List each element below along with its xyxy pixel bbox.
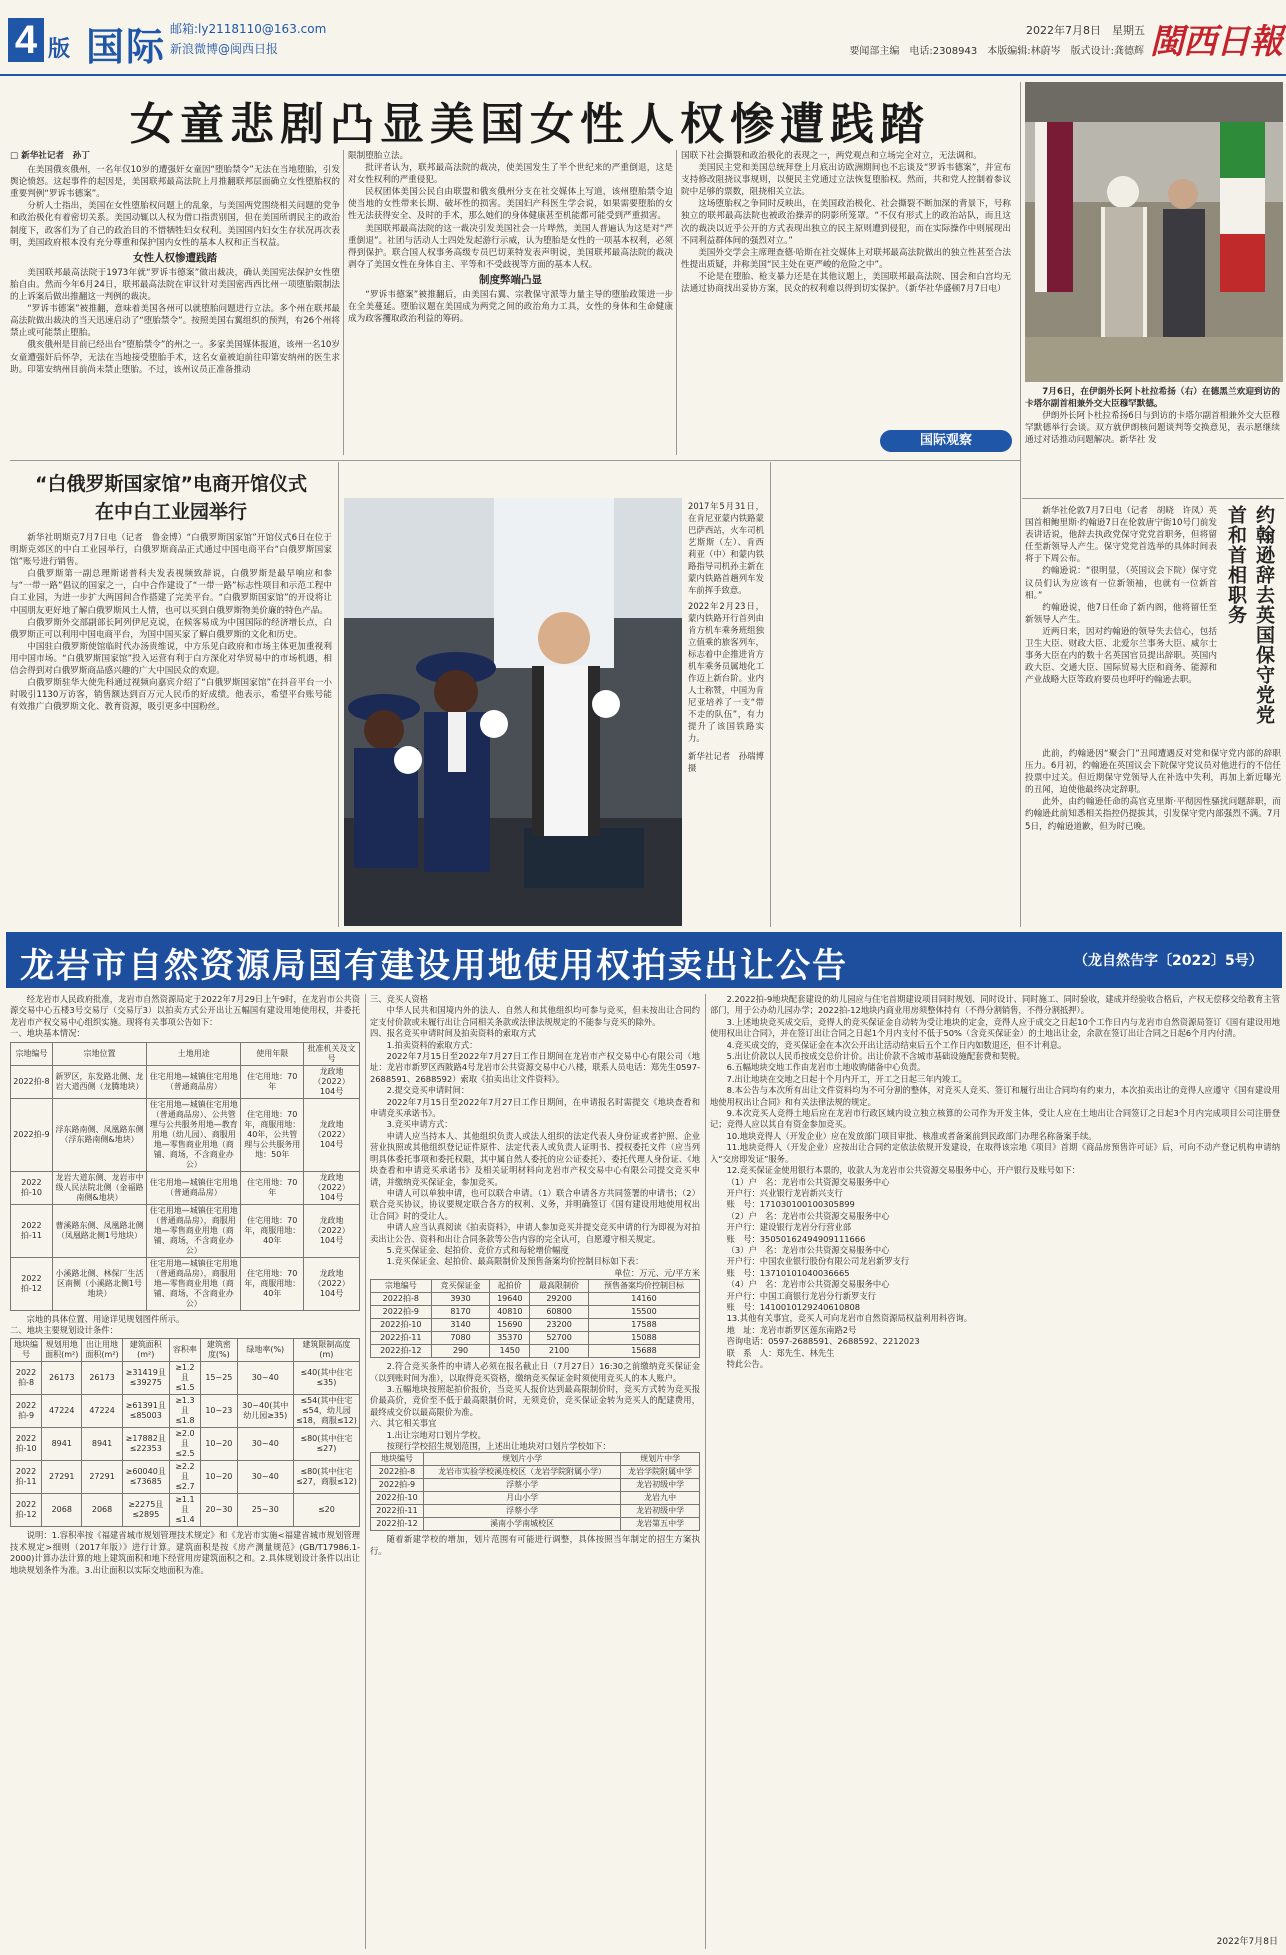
account-line: （2）户 名：龙岩市公共资源交易服务中心	[726, 1210, 890, 1221]
table-cell: 龙岩初级中学	[621, 1479, 700, 1492]
article2-body	[10, 532, 332, 927]
notice-item: 7.出让地块在交地之日起十个月内开工，开工之日起三年内竣工。	[726, 1073, 967, 1084]
account-line: 账 号：1410010129240610808	[726, 1301, 861, 1312]
table-header: 容积率	[169, 1339, 200, 1362]
column-divider	[343, 150, 344, 455]
table-cell: 2022拍-10	[11, 1428, 42, 1461]
notice-col1	[10, 994, 360, 1944]
table-cell: 2022拍-11	[371, 1332, 432, 1345]
table-header: 土地用途	[147, 1042, 241, 1065]
table-cell: 2022拍-9	[371, 1479, 424, 1492]
account-line: 开户行：中国工商银行龙岩分行新罗支行	[726, 1290, 876, 1301]
table-cell: 290	[431, 1345, 490, 1358]
notice-item: 1.竞买保证金、起拍价、最高限制价及预售备案均价控制目标如下表：	[386, 1256, 644, 1267]
article1-subhead: 制度弊端凸显	[479, 273, 542, 286]
table-cell: ≥2275且≤2895	[122, 1494, 169, 1527]
table-cell: ≥2.2且≤2.7	[169, 1461, 200, 1494]
table-row	[371, 1293, 700, 1306]
account-line: （3）户 名：龙岩市公共资源交易服务中心	[726, 1244, 890, 1255]
article1-col3	[681, 150, 1011, 455]
table-header: 竞买保证金	[431, 1280, 490, 1293]
intl-watch-badge	[880, 430, 1012, 452]
table-cell: 2068	[82, 1494, 122, 1527]
table-cell: 15~25	[201, 1362, 238, 1395]
article2-title-line1: “白俄罗斯国家馆”电商开馆仪式	[35, 473, 307, 495]
deposit-table-unit: 单位：万元、元/平方米	[614, 1267, 700, 1278]
table-cell: 3140	[431, 1319, 490, 1332]
table-cell: ≥1.1且≤1.4	[169, 1494, 200, 1527]
table-cell: 27291	[82, 1461, 122, 1494]
table-cell: ≤40(其中住宅≤35)	[293, 1362, 359, 1395]
notice-item: 3.竞买申请方式：	[386, 1119, 453, 1130]
notice-sec4: 四、报名竞买申请时间及拍卖资料的索取方式	[370, 1028, 536, 1039]
editors-line: 要闻部主编 电话:2308943 本版编辑:林蔚岑 版式设计:龚德辉	[849, 46, 1144, 57]
table-cell: 26173	[42, 1362, 82, 1395]
headline: 女童悲剧凸显美国女性人权惨遭践踏	[130, 99, 930, 150]
table-cell: 10~23	[201, 1395, 238, 1428]
page-number-box	[8, 18, 44, 62]
table-cell: 14160	[588, 1293, 699, 1306]
notice-item: 1.拍卖资料的索取方式：	[386, 1039, 478, 1050]
table-cell: 23200	[530, 1319, 589, 1332]
table-cell: ≥31419且≤39275	[122, 1362, 169, 1395]
notice-item: 10.地块竞得人（开发企业）应在发放部门项目审批、核准或者备案前到民政部门办理名称备案手续。	[726, 1130, 1097, 1141]
table-cell: ≥1.3且≤1.8	[169, 1395, 200, 1428]
article1-col2	[348, 150, 673, 455]
railway-photo-image	[344, 498, 682, 926]
table-row	[371, 1332, 700, 1345]
table-cell: 住宅用地—城镇住宅用地（普通商品房）	[147, 1065, 241, 1098]
table-row	[371, 1518, 700, 1531]
table-cell: ≤54(其中住宅≤54，幼儿园≤18，商服≤12)	[293, 1395, 359, 1428]
table-cell: 新罗区，东发路北侧、龙岩大道西侧（龙腾地块）	[52, 1065, 146, 1098]
table-header: 地块编号	[11, 1339, 42, 1362]
table-row	[11, 1257, 360, 1310]
table-cell: 住宅用地：70年，商服用地：40年	[241, 1257, 304, 1310]
table-cell: 47224	[42, 1395, 82, 1428]
notice-item: 2022年7月15日至2022年7月27日工作日期间，在申请报名时需提交《地块查看和申请竞买承诺书》。	[370, 1096, 700, 1119]
table-cell: 2022拍-8	[11, 1362, 42, 1395]
notice-sec2: 二、地块主要规划设计条件：	[10, 1325, 118, 1336]
table-cell: 龙岩第五中学	[621, 1518, 700, 1531]
article1-byline: □ 新华社记者 孙丁	[10, 151, 90, 161]
table-cell: ≥17882且≤22353	[122, 1428, 169, 1461]
table-cell: 龙岩初级中学	[621, 1505, 700, 1518]
table-header: 建筑面积(m²)	[122, 1339, 169, 1362]
article2-para: 白俄罗斯驻华大使先科通过视频向嘉宾介绍了“白俄罗斯国家馆”在抖音平台一小时吸引1130万访客，销售额达到百万元人民币的好成绩。他表示，希望平台账号能有效推广白俄罗斯文化、教育资源，吸引更多中国粉丝。	[10, 678, 332, 713]
divider	[10, 460, 1020, 461]
article3-vertical-title	[1222, 505, 1282, 745]
bank-accounts	[710, 1177, 1280, 1314]
account-line: （4）户 名：龙岩市公共资源交易服务中心	[726, 1279, 890, 1290]
article3-para: 此外，由约翰逊任命的高官克里斯·平彻因性骚扰问题辞职，而约翰逊此前知悉相关指控仍提拔其，引发保守党内部强烈不满。7月5日，约翰逊道歉，但为时已晚。	[1025, 797, 1281, 832]
table-row	[11, 1171, 360, 1204]
table-cell: 住宅用地：70年	[241, 1065, 304, 1098]
table-header: 地块编号	[371, 1453, 424, 1466]
table-cell: 1450	[490, 1345, 530, 1358]
account-line: 开户行：中国农业银行股份有限公司龙岩新罗支行	[726, 1256, 910, 1267]
photo-railway	[344, 498, 682, 926]
article1-para: 美国联邦最高法院于1973年就“罗诉韦德案”做出裁决，确认美国宪法保护女性堕胎自由。然而今年6月24日，联邦最高法院在审议针对美国密西西比州一项堕胎限制法的上诉案后做出推翻这一判例的裁决。	[10, 267, 340, 303]
table-cell: 15690	[490, 1319, 530, 1332]
school-table	[370, 1452, 700, 1531]
article2-para: 白俄罗斯第一副总理斯诺普科夫发表视频致辞说，白俄罗斯是最早响应和参与“一带一路”倡议的国家之一，白中合作建设了“一带一路”标志性项目和示范工程中白工业园，为进一步扩大两国间合作搭建了完美平台。“白俄罗斯国家馆”的开设将让中国朋友更好地了解白俄罗斯风土人情，也可以买到白俄罗斯物美价廉的特色产品。	[10, 569, 332, 616]
table-row	[371, 1479, 700, 1492]
diplomats-photo-image	[1025, 82, 1283, 382]
table-row	[371, 1492, 700, 1505]
article3-title: 约翰逊辞去英国保守党党首和首相职务	[1225, 505, 1275, 725]
table-cell: 26173	[82, 1362, 122, 1395]
column-divider	[705, 994, 706, 1949]
contact-line: 咨询电话：0597-2688591、2688592、2212023	[726, 1336, 920, 1347]
article2-title-line2: 在中白工业园举行	[94, 501, 247, 523]
table-row	[11, 1098, 360, 1171]
table-header: 起拍价	[490, 1280, 530, 1293]
notice-sec6: 六、其它相关事宜	[370, 1418, 437, 1429]
land-info-table	[10, 1042, 360, 1311]
notice-col2	[370, 994, 700, 1944]
notice-sec3-text: 中华人民共和国境内外的法人、自然人和其他组织均可参与竞买，但未按出让合同约定支付价款或未履行出让合同相关条款或法律法规规定的不能参与竞买的除外。	[370, 1005, 700, 1027]
article1-para: 美国联邦最高法院的这一裁决引发美国社会一片哗然，美国人普遍认为这是对“严重倒退”。社团与活动人士四处发起游行示威，认为堕胎是女性的一项基本权利，必须得到保护。联合国人权事务高级专员巴切莱特发表声明说，美国联邦最高法院的裁决剥夺了美国女性在身体自主、平等和不受歧视等方面的基本人权。	[348, 223, 673, 270]
notice-item: 9.本次竞买人竞得土地后应在龙岩市行政区域内设立独立核算的公司作为开发主体，受让人应在土地出让合同签订之日起3个月内完成项目公司注册登记；竞得人应以其自有资金参加竞买。	[710, 1108, 1280, 1130]
article3-para: 约翰逊说：“很明显，（英国议会下院）保守党议员们认为应该有一位新领袖，也就有一位新首相。”	[1025, 566, 1217, 601]
table-cell: 龙政地（2022）104号	[304, 1171, 360, 1204]
table-row	[371, 1466, 700, 1479]
notice-date: 2022年7月8日	[1216, 1937, 1278, 1947]
table-cell: 27291	[42, 1461, 82, 1494]
table-cell: 40810	[490, 1306, 530, 1319]
table-cell: 2022拍-11	[11, 1461, 42, 1494]
table-cell: 35370	[490, 1332, 530, 1345]
table-cell: 2100	[530, 1345, 589, 1358]
table-cell: 10~20	[201, 1461, 238, 1494]
article1-para: 俄亥俄州是目前已经出台“堕胎禁令”的州之一。多家美国媒体报道，该州一名10岁女童遭强奸后怀孕，无法在当地接受堕胎手术，这名女童被迫前往印第安纳州的医生求助。印第安纳州目前尚未禁止堕胎。不过，该州议员正准备推动	[10, 340, 340, 375]
notice-sec3: 三、竞买人资格	[370, 994, 429, 1004]
column-divider	[338, 462, 339, 927]
newspaper-logo: 閩西日報	[1150, 22, 1282, 62]
table-header: 预售备案均价控制目标	[588, 1280, 699, 1293]
notice-item: 11.地块竞得人（开发企业）应按出让合同约定依法依规开发建设，在取得该宗地《项目》首期《商品房预售许可证》后，可向不动产登记机构申请纳入“交房即发证”服务。	[710, 1142, 1280, 1164]
article3-dateline-box	[1025, 505, 1217, 745]
table-row	[11, 1204, 360, 1257]
table-cell: 龙岩市实验学校溪连校区（龙岩学院附属小学）	[423, 1466, 620, 1479]
table-cell: 住宅用地—城镇住宅用地（普通商品房）	[147, 1171, 241, 1204]
table-cell: 龙岩大道东侧、龙岩市中级人民法院北侧（金福路南侧&地块）	[52, 1171, 146, 1204]
table-cell: ≤20	[293, 1494, 359, 1527]
table-cell: 2022拍-8	[371, 1293, 432, 1306]
table-cell: 2022拍-8	[371, 1466, 424, 1479]
notice-item: 5.竞买保证金、起拍价、竞价方式和每轮增价幅度	[386, 1244, 569, 1255]
article3-para: 此前，约翰逊因“聚会门”丑闻遭遇反对党和保守党内部的辞职压力。6月初，约翰逊在英国议会下院保守党议员对他进行的不信任投票中过关。但近期保守党领导人在补选中失利，再加上新近曝光的丑闻，迫使他最终决定辞职。	[1025, 749, 1281, 796]
notice-item: 6.五幅地块交地工作由龙岩市土地收购储备中心负责。	[726, 1062, 926, 1073]
table-row	[371, 1319, 700, 1332]
table-cell: 2022拍-10	[11, 1171, 53, 1204]
contact-line: 特此公告。	[726, 1359, 769, 1369]
article1-para: 批评者认为，联邦最高法院的裁决，使美国发生了半个世纪来的严重倒退，这是对女性权利的严重侵犯。	[348, 163, 673, 186]
table-row	[371, 1505, 700, 1518]
table-cell: 龙岩学院附属中学	[621, 1466, 700, 1479]
notice-item: 12.竞买保证金使用银行本票的，收款人为龙岩市公共资源交易服务中心，开户银行及账号如下：	[726, 1165, 1080, 1176]
table-cell: 30~40	[237, 1362, 293, 1395]
table-row	[11, 1428, 360, 1461]
notice-sec1: 一、地块基本情况：	[10, 1028, 85, 1039]
deposit-table	[370, 1279, 700, 1358]
table-cell: 25~30	[237, 1494, 293, 1527]
planning-table	[10, 1338, 360, 1527]
table-cell: 52700	[530, 1332, 589, 1345]
table-cell: 7080	[431, 1332, 490, 1345]
notice-item: 2.提交竞买申请时间：	[386, 1085, 470, 1096]
table-row	[11, 1461, 360, 1494]
account-line: 账 号：13710101040036665	[726, 1267, 850, 1278]
photo-credit: 新华社记者 孙瑞博 摄	[688, 751, 764, 773]
table-cell: ≤80(其中住宅≤27，商服≤12)	[293, 1461, 359, 1494]
table-cell: 15500	[588, 1306, 699, 1319]
account-line: 开户行：建设银行龙岩分行营业部	[726, 1222, 852, 1233]
account-line: 账 号：171030100100305899	[726, 1199, 855, 1210]
article3-dateline: 新华社伦敦7月7日电（记者 胡晓 许凤）英国首相鲍里斯·约翰逊7日在伦敦唐宁街10号门前发表讲话说，他辞去执政党保守党党首职务，但将留任至新领导人产生。保守党党首选举的具体时间表将于下周公布。	[1025, 506, 1217, 565]
photo-diplomats-caption	[1025, 386, 1280, 496]
table-cell: 住宅用地—城镇住宅用地（普通商品房），商服用地—零售商业用地（商铺、商场，不含商业办公）	[147, 1257, 241, 1310]
article1-para: 美国民主党和美国总统拜登上月底出访欧洲期间也不忘谈及“罗诉韦德案”，并宣布支持修改阻挠议事规则，以便民主党通过立法恢复堕胎权。然而，共和党人控制着参议院中足够的票数，阻挠相关立法。	[681, 163, 1011, 198]
table-cell: 龙政地（2022）104号	[304, 1204, 360, 1257]
article1-para: “罗诉韦德案”被推翻后，由美国右翼、宗教保守派等力量主导的堕胎政策进一步在全美蔓延。堕胎议题在美国成为两党之间的政治角力工具，女性的身体和生命健康成为政客攫取政治利益的筹码。	[348, 290, 673, 325]
table-cell: 15688	[588, 1345, 699, 1358]
account-line: 开户行：兴业银行龙岩新兴支行	[726, 1187, 843, 1198]
notice-item: 4.竞买成交的，竞买保证金在本次公开出让活动结束后五个工作日内如数退还，但不计利息。	[726, 1039, 1067, 1050]
wechat-line: 新浪微博@闽西日报	[170, 42, 279, 56]
column-divider	[1020, 82, 1021, 927]
table-cell: 住宅用地：70年	[241, 1171, 304, 1204]
divider	[1022, 498, 1284, 499]
table-row	[11, 1362, 360, 1395]
table-cell: 2022拍-11	[371, 1505, 424, 1518]
account-line: 账 号：35050162494909111666	[726, 1233, 866, 1244]
table-cell: 10~20	[201, 1428, 238, 1461]
column-divider	[676, 150, 677, 455]
contact-line: 地 址：龙岩市新罗区莲东南路2号	[726, 1324, 857, 1335]
table-cell: 20~30	[201, 1494, 238, 1527]
table-cell: ≤80(其中住宅≤27)	[293, 1428, 359, 1461]
article1-para: 美国外交学会主席理查德·哈斯在社交媒体上对联邦最高法院做出的独立性甚至合法性提出质疑，并称美国“民主处在更严峻的危险之中”。	[681, 247, 1011, 270]
table-cell: 溪南小学南城校区	[423, 1518, 620, 1531]
table-header: 规划片中学	[621, 1453, 700, 1466]
table-cell: 47224	[82, 1395, 122, 1428]
notice-title: 龙岩市自然资源局国有建设用地使用权拍卖出让公告	[20, 946, 848, 986]
table-cell: 龙政地（2022）104号	[304, 1065, 360, 1098]
table-header: 批准机关及文号	[304, 1042, 360, 1065]
photo-railway-caption	[688, 500, 764, 925]
masthead	[0, 0, 1286, 80]
table-cell: 30~40	[237, 1461, 293, 1494]
table-cell: 月山小学	[423, 1492, 620, 1505]
page-suffix: 版	[48, 37, 71, 62]
table-cell: 2022拍-10	[371, 1492, 424, 1505]
table-cell: ≥2.0且≤2.5	[169, 1428, 200, 1461]
notice-item: 申请人应当认真阅读《拍卖资料》，申请人参加竞买并提交竞买申请的行为即视为对拍卖出让公告、资料和出让合同条款等公告内容的完全认可，自愿遵守相关规定。	[370, 1222, 700, 1244]
notice-intro: 经龙岩市人民政府批准，龙岩市自然资源局定于2022年7月29日上午9时，在龙岩市公共资源交易中心五楼3号交易厅（交易厅3）以拍卖方式公开出让五幅国有建设用地使用权，并委托龙岩市产权交易中心组织实施。现将有关事项公告如下：	[10, 994, 360, 1027]
notice-item: 1.出让宗地对口划片学校。	[386, 1429, 486, 1440]
table-cell: 15088	[588, 1332, 699, 1345]
table-cell: 2022拍-10	[371, 1319, 432, 1332]
planning-table-note: 说明：1.容积率按《福建省城市规划管理技术规定》和《龙岩市实施<福建省城市规划管理技术规定>细则（2017年版）》进行计算。建筑面积是按《房产测量规范》(GB/T17986.1-2000)计算办法计算的地上建筑面积和地下经营用房建筑面积之和。2.具体规划设计条件以出让地块规划条件为准。3.出让面积以实际交地面积为准。	[10, 1530, 360, 1575]
table-cell: 曹溪路东侧、凤凰路北侧（凤凰路北侧1号地块）	[52, 1204, 146, 1257]
article1-para: 在美国俄亥俄州，一名年仅10岁的遭强奸女童因“堕胎禁令”无法在当地堕胎，引发舆论愤怒。这起事件的起因是，美国联邦最高法院上月推翻联邦层面确立女性堕胎权的重要判例“罗诉韦德案”。	[10, 165, 340, 200]
contact-line: 13.其他有关事宜，竞买人可向龙岩市自然资源局权益利用科咨询。	[726, 1313, 973, 1324]
notice-item: 按现行学校招生规划范围，上述出让地块对口划片学校如下：	[386, 1441, 611, 1451]
notice-item: 3.上述地块竞买成交后，竞得人的竞买保证金自动转为受让地块的定金，竞得人应于成交之日起10个工作日内与龙岩市自然资源局签订《国有建设用地使用权出让合同》，并在签订出让合同之日起1个月内支付不低于50%（含竞买保证金）的土地出让金，余款在签订出让合同之日起6个月内付清。	[710, 1016, 1280, 1039]
article1-col1	[10, 150, 340, 455]
section-title: 国际	[86, 25, 167, 69]
photo-caption-2: 2022年2月23日，蒙内铁路开行首列由肯方机车乘务班组独立值乘的旅客列车，标志着中企推进肯方机车乘务员属地化工作迈上新台阶。业内人士称赞，中国为肯尼亚培养了一支“带不走的队伍”，有力提升了该国铁路实力。	[688, 601, 764, 743]
date-line: 2022年7月8日 星期五	[1026, 24, 1145, 37]
photo-diplomats	[1025, 82, 1283, 382]
table-cell: 住宅用地：70年，商服用地：40年，公共管理与公共服务用地：50年	[241, 1098, 304, 1171]
notice-item: 申请人可以单独申请，也可以联合申请。（1）联合申请各方共同签署的申请书；（2）联合竞买协议，协议要规定联合各方的权利、义务，并明确签订《国有建设用地使用权出让合同》时的受让人。	[370, 1187, 700, 1221]
table-header: 宗地编号	[11, 1042, 53, 1065]
notice-item: 2022年7月15日至2022年7月27日工作日期间在龙岩市产权交易中心有限公司（地址：龙岩市新罗区西陂路4号龙岩市公共资源交易中心八楼，联系人员电话：郑先生0597-2688591、2688592）索取《拍卖出让文件资料》。	[370, 1051, 700, 1084]
table-cell: 2068	[42, 1494, 82, 1527]
article3-para: 约翰逊说，他7日任命了新内阁，他将留任至新领导人产生。	[1025, 602, 1217, 625]
table-cell: 住宅用地—城镇住宅用地（普通商品房）、公共管理与公共服务用地—教育用地（幼儿园）、商服用地—零售商业用地（商铺、商场，不含商业办公）	[147, 1098, 241, 1171]
table-header: 宗地编号	[371, 1280, 432, 1293]
table-header: 建筑密度(%)	[201, 1339, 238, 1362]
table-cell: 2022拍-9	[11, 1395, 42, 1428]
table-cell: 2022拍-12	[371, 1518, 424, 1531]
article2-dateline: 新华社明斯克7月7日电（记者 鲁金博）“白俄罗斯国家馆”开馆仪式6日在位于明斯克郊区的中白工业园举行，白俄罗斯商品正式通过中国电商平台“白俄罗斯国家馆”账号进行销售。	[10, 533, 332, 568]
table-row	[371, 1345, 700, 1358]
table-cell: 17588	[588, 1319, 699, 1332]
table-row	[11, 1065, 360, 1098]
article2-para: 中国驻白俄罗斯使馆临时代办汤贵维说，中方乐见白政府和市场主体更加重视利用中国市场。“白俄罗斯国家馆”投入运营有利于白方深化对华贸易中的市场机遇，相信会得到对白俄罗斯商品感兴趣的广大中国民众的欢迎。	[10, 641, 332, 677]
article3-para: 近两日来，因对约翰逊的领导失去信心，包括卫生大臣、财政大臣、北爱尔兰事务大臣、威尔士事务大臣在内的数十名英国官员提出辞职。英国内政大臣、交通大臣、国际贸易大臣和商务、能源和产业战略大臣等政府要员也呼吁约翰逊去职。	[1025, 626, 1217, 686]
table-cell: 2022拍-8	[11, 1065, 53, 1098]
table-cell: ≥1.2且≤1.5	[169, 1362, 200, 1395]
article1-para: 民权团体美国公民自由联盟和俄亥俄州分支在社交媒体上写道，该州堕胎禁令迫使当地的女性带来长期、破坏性的损害。美国妇产科医生学会说，如果需要堕胎的女性无法获得安全、及时的手术，那么她们的身体健康甚至机能都可能受到严重损害。	[348, 187, 673, 222]
table-header: 宗地位置	[52, 1042, 146, 1065]
article1-para: 分析人士指出，美国在女性堕胎权问题上的乱象，与美国两党围绕相关问题的党争和政治极化有着密切关系。美国动辄以人权为借口指责别国，但在美国所谓民主的政治制度下，政客们为了自己的政治目的不惜牺牲妇女权利。美国国内妇女生存状况再次表明，美国政府根本没有充分尊重和保护国内女性的基本人权和正当权益。	[10, 201, 340, 248]
table-header: 使用年限	[241, 1042, 304, 1065]
table-header: 规划片小学	[423, 1453, 620, 1466]
table-cell: 29200	[530, 1293, 589, 1306]
table-cell: 浮蔡小学	[423, 1505, 620, 1518]
photo-body: 伊朗外长阿卜杜拉希扬6日与到访的卡塔尔副首相兼外交大臣穆罕默德举行会谈。双方就伊朗核问题谈判等交换意见，表示愿继续通过对话推动问题解决。新华社 发	[1025, 411, 1280, 446]
table-cell: 2022拍-12	[11, 1257, 53, 1310]
table-cell: 龙政地（2022）104号	[304, 1257, 360, 1310]
article2-title	[10, 470, 332, 526]
table-cell: 小溪路北侧、林保厂生活区南侧（小溪路北侧1号地块）	[52, 1257, 146, 1310]
table-cell: 8941	[42, 1428, 82, 1461]
notice-item: 3.五幅地块按照起拍价报价，当竞买人报价达到最高限制价时，竞买方式转为竞买报价最高价，竞价至不低于最高限制价时，无须竞价，竞买保证金转为竞买人的配建费用，最终成交价以最高限价为准。	[370, 1383, 700, 1417]
table-cell: 30~40(其中幼儿园≥35)	[237, 1395, 293, 1428]
account-line: （1）户 名：龙岩市公共资源交易服务中心	[726, 1176, 890, 1187]
article1-subhead: 女性人权惨遭践踏	[133, 251, 217, 264]
table-row	[11, 1395, 360, 1428]
table-row	[371, 1306, 700, 1319]
page-number: 4	[14, 18, 38, 62]
photo-caption: 2017年5月31日，在肯尼亚蒙内铁路蒙巴萨西站，火车司机艺斯斯（左）、肯西莉亚（中）和蒙内铁路指导司机孙主新在蒙内铁路首趟列车发车前挥手致意。	[688, 501, 764, 595]
notice-subtitle: （龙自然告字〔2022〕5号）	[1074, 953, 1263, 969]
column-divider	[770, 462, 771, 927]
notice-item: 2.2022拍-9地块配套建设的幼儿园应与住宅首期建设项目同时规划、同时设计、同时施工、同时验收，建成并经验收合格后，产权无偿移交给教育主管部门，用于公办幼儿园办学；2022拍-12地块内商业用房须整体持有（不得分割销售，不得分割抵押）。	[710, 994, 1280, 1016]
table-header: 规划用地面积(m²)	[42, 1339, 82, 1362]
table-cell: 3930	[431, 1293, 490, 1306]
table-cell: 30~40	[237, 1428, 293, 1461]
table-cell: 2022拍-9	[11, 1098, 53, 1171]
table-cell: 浮蔡小学	[423, 1479, 620, 1492]
table-header: 绿地率(%)	[237, 1339, 293, 1362]
article1-para: 国联下社会撕裂和政治极化的表现之一，两党观点和立场完全对立，无法调和。	[681, 151, 982, 161]
article1-para: 限制堕胎立法。	[348, 151, 409, 161]
notice-banner	[6, 932, 1282, 988]
photo-caption: 7月6日，在伊朗外长阿卜杜拉希扬（右）在德黑兰欢迎到访的卡塔尔副首相兼外交大臣穆罕默德。	[1025, 387, 1280, 410]
email-line: 邮箱:ly2118110@163.com	[170, 22, 327, 36]
notice-col3	[710, 994, 1280, 1944]
table-cell: 2022拍-12	[371, 1345, 432, 1358]
table-cell: ≥60040且≤73685	[122, 1461, 169, 1494]
table-cell: 8170	[431, 1306, 490, 1319]
table-cell: 龙政地（2022）104号	[304, 1098, 360, 1171]
table-header: 出让用地面积(m²)	[82, 1339, 122, 1362]
article1-para: 不论是在堕胎、枪支暴力还是在其他议题上，美国联邦最高法院、国会和白宫均无法通过协商找出妥协方案，民众的权利难以得到切实保护。（新华社华盛顿7月7日电）	[681, 271, 1011, 295]
table-cell: 2022拍-9	[371, 1306, 432, 1319]
notice-item: 随着新建学校的增加，划片范围有可能进行调整，具体按照当年制定的招生方案执行。	[370, 1534, 700, 1556]
article1-para: “罗诉韦德案”被推翻，意味着美国各州可以就堕胎问题进行立法。多个州在联邦最高法院做出裁决的当天迅速启动了“堕胎禁令”。按照美国右翼组织的预判，有26个州将禁止或可能禁止堕胎。	[10, 304, 340, 339]
article2-para: 白俄罗斯外交部副部长阿列伊尼克说，在候客易成为中国国际的经济增长点，白俄罗斯正可以利用中国电商平台，为国中国买家了解白俄罗斯的文化和历史。	[10, 617, 332, 640]
table-header: 建筑限制高度(m)	[293, 1339, 359, 1362]
contact-line: 联 系 人：郑先生、林先生	[726, 1347, 835, 1358]
masthead-rule	[0, 74, 1286, 76]
notice-item: 8.本公告与本次所有出让文件资料均为不可分割的整体，对竞买人竞买、签订和履行出让合同均有约束力，本次拍卖出让的竞得人应遵守《国有建设用地使用权出让合同》和有关法律法规的规定。	[710, 1085, 1280, 1107]
table-row	[11, 1494, 360, 1527]
table-cell: 住宅用地：70年，商服用地：40年	[241, 1204, 304, 1257]
article1-para: 这场堕胎权之争同时反映出，在美国政治极化、社会撕裂不断加深的背景下，号称独立的联邦最高法院也被政治操弄的阴影所笼罩。“不仅有形式上的政治站队，而且这次的裁决以近乎公开的方式表现出独立的民主原则遭到侵犯，而在实际操作中则展现出不同利益群体间的强烈对立。”	[681, 199, 1011, 246]
notice-item: 2.符合竞买条件的申请人必须在报名截止日（7月27日）16:30之前缴纳竞买保证金（以到账时间为准），以取得竞买资格，缴纳竞买保证金时须使用竞买人的本人账户。	[370, 1361, 700, 1383]
table-cell: 住宅用地—城镇住宅用地（普通商品房），商服用地—零售商业用地（商铺、商场，不含商业办公）	[147, 1204, 241, 1257]
table-cell: 60800	[530, 1306, 589, 1319]
table-header: 最高限制价	[530, 1280, 589, 1293]
column-divider	[365, 994, 366, 1949]
table-cell: 龙岩九中	[621, 1492, 700, 1505]
article3-body	[1025, 748, 1281, 926]
intl-watch-label: 国际观察	[919, 433, 972, 448]
table-cell: 2022拍-12	[11, 1494, 42, 1527]
table-cell: ≥61391且≤85003	[122, 1395, 169, 1428]
notice-item: 5.出让价款以人民币按成交总价计价。出让价款不含城市基础设施配套费和契税。	[726, 1051, 1025, 1062]
notice-sec1b: 宗地的具体位置、用途详见规划图件所示。	[26, 1313, 185, 1324]
table-cell: 浮东路南侧、凤凰路东侧（浮东路南侧&地块）	[52, 1098, 146, 1171]
table-cell: 2022拍-11	[11, 1204, 53, 1257]
table-cell: 8941	[82, 1428, 122, 1461]
table-cell: 19640	[490, 1293, 530, 1306]
notice-item: 申请人应当持本人、其他组织负责人或法人组织的法定代表人身份证或者护照、企业营业执照或其他组织登记证件原件、法定代表人或负责人证明书、授权委托文件（应当列明具体委托事项和委托权限，其中属自然人委托的应公证委托）、委托代理人身份证、《地块查看和申请竞买承诺书》及相关证明材料向龙岩市产权交易中心有限公司提交竞买申请，并缴纳竞买保证金，参加竞买。	[370, 1130, 700, 1187]
